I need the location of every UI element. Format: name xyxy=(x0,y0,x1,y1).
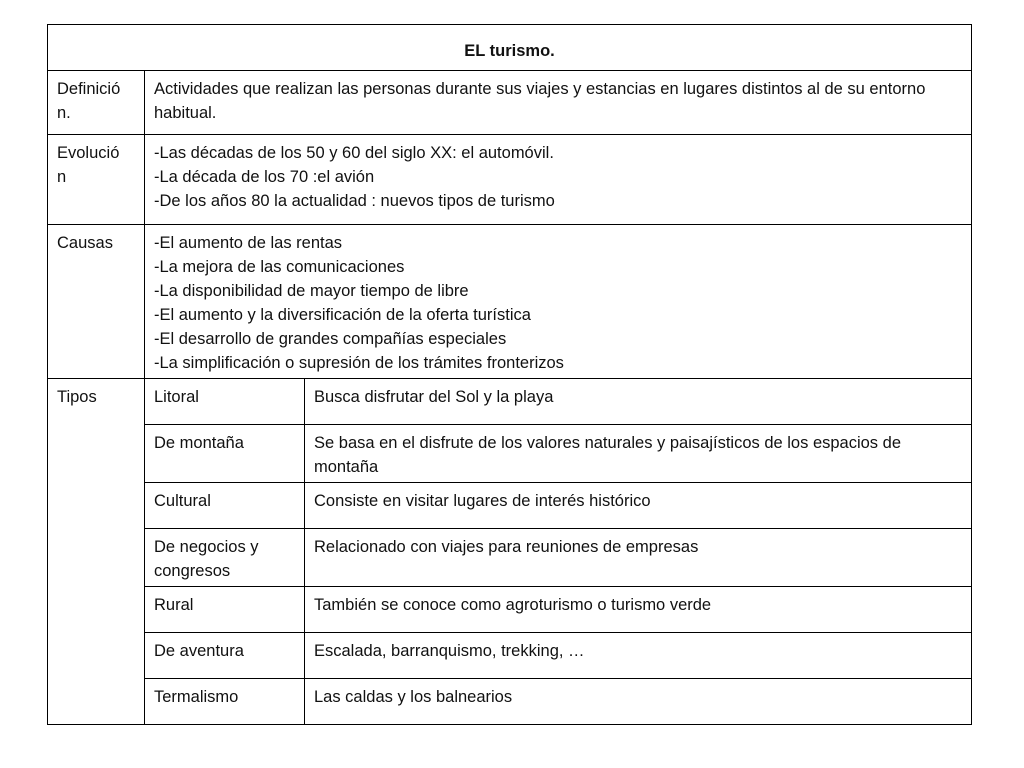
causas-line: -La disponibilidad de mayor tiempo de libre xyxy=(154,282,469,300)
causas-content xyxy=(145,225,972,379)
tipo-row xyxy=(48,379,972,425)
evolucion-label-line2: n xyxy=(57,168,67,186)
tipo-row xyxy=(48,483,972,529)
causas-line: -La simplificación o supresión de los trámites fronterizos xyxy=(154,354,564,372)
tipo-name: Litoral xyxy=(145,379,305,425)
tipo-row xyxy=(48,679,972,725)
tipo-row xyxy=(48,425,972,483)
evolucion-label-line1: Evolució xyxy=(57,144,120,162)
title-row xyxy=(48,25,972,71)
evolucion-line: -De los años 80 la actualidad : nuevos tipos de turismo xyxy=(154,192,555,210)
tipo-name: De aventura xyxy=(145,633,305,679)
tipo-name: De negocios y congresos xyxy=(145,529,305,587)
tipo-desc: Las caldas y los balnearios xyxy=(305,679,972,725)
evolucion-label xyxy=(48,135,145,225)
causas-line: -El aumento y la diversificación de la oferta turística xyxy=(154,306,531,324)
definicion-row xyxy=(48,71,972,135)
tipo-name: Cultural xyxy=(145,483,305,529)
table-title: EL turismo. xyxy=(48,25,972,71)
tipo-desc: Busca disfrutar del Sol y la playa xyxy=(305,379,972,425)
definicion-label xyxy=(48,71,145,135)
causas-row xyxy=(48,225,972,379)
tipo-desc: Relacionado con viajes para reuniones de empresas xyxy=(305,529,972,587)
evolucion-row xyxy=(48,135,972,225)
tipo-desc: Se basa en el disfrute de los valores naturales y paisajísticos de los espacios de montaña xyxy=(305,425,972,483)
evolucion-content xyxy=(145,135,972,225)
tipo-desc: También se conoce como agroturismo o turismo verde xyxy=(305,587,972,633)
tipo-row xyxy=(48,633,972,679)
tipo-row xyxy=(48,587,972,633)
definicion-label-line1: Definició xyxy=(57,80,121,98)
tipo-desc: Escalada, barranquismo, trekking, … xyxy=(305,633,972,679)
causas-line: -El desarrollo de grandes compañías especiales xyxy=(154,330,507,348)
evolucion-line: -La década de los 70 :el avión xyxy=(154,168,375,186)
causas-line: -La mejora de las comunicaciones xyxy=(154,258,405,276)
definicion-label-line2: n. xyxy=(57,104,71,122)
definicion-text: Actividades que realizan las personas durante sus viajes y estancias en lugares distintos al de su entorno habitual. xyxy=(145,71,972,135)
tipo-name: Termalismo xyxy=(145,679,305,725)
tipos-label: Tipos xyxy=(48,379,145,725)
tipo-name: De montaña xyxy=(145,425,305,483)
causas-line: -El aumento de las rentas xyxy=(154,234,343,252)
causas-label: Causas xyxy=(48,225,145,379)
tipo-desc: Consiste en visitar lugares de interés histórico xyxy=(305,483,972,529)
tipo-row xyxy=(48,529,972,587)
tipo-name: Rural xyxy=(145,587,305,633)
evolucion-line: -Las décadas de los 50 y 60 del siglo XX: el automóvil. xyxy=(154,144,554,162)
tourism-table xyxy=(47,24,972,725)
